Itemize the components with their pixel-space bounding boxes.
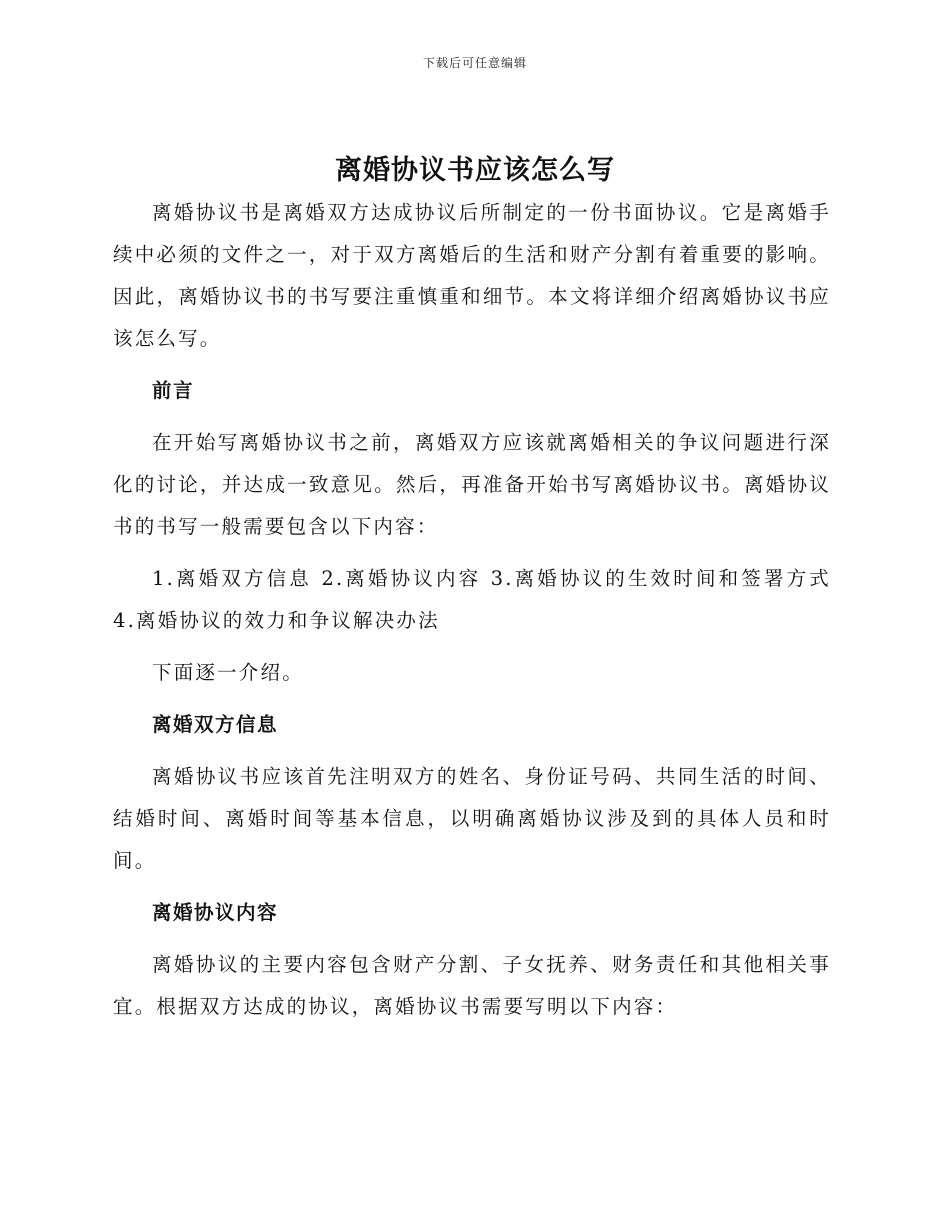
section-heading-content: 离婚协议内容 <box>152 901 279 924</box>
contents-list-paragraph: 1.离婚双方信息 2.离婚协议内容 3.离婚协议的生效时间和签署方式 4.离婚协议的效力和争议解决办法 <box>113 567 831 632</box>
parties-paragraph: 离婚协议书应该首先注明双方的姓名、身份证号码、共同生活的时间、结婚时间、离婚时间等基本信息，以明确离婚协议涉及到的具体人员和时间。 <box>113 765 831 872</box>
intro-paragraph: 离婚协议书是离婚双方达成协议后所制定的一份书面协议。它是离婚手续中必须的文件之一，对于双方离婚后的生活和财产分割有着重要的影响。因此，离婚协议书的书写要注重慎重和细节。本文将详细介绍离婚协议书应该怎么写。 <box>113 201 831 350</box>
document-body <box>113 192 831 1038</box>
section-heading-preface: 前言 <box>152 379 195 402</box>
header-note: 下载后可任意编辑 <box>422 56 527 70</box>
transition-paragraph: 下面逐一介绍。 <box>152 661 304 684</box>
document-title: 离婚协议书应该怎么写 <box>335 155 615 186</box>
content-paragraph: 离婚协议的主要内容包含财产分割、子女抚养、财务责任和其他相关事宜。根据双方达成的协议，离婚协议书需要写明以下内容： <box>113 953 831 1018</box>
preface-paragraph: 在开始写离婚协议书之前，离婚双方应该就离婚相关的争议问题进行深化的讨论，并达成一致意见。然后，再准备开始书写离婚协议书。离婚协议书的书写一般需要包含以下内容： <box>113 431 831 538</box>
section-heading-parties: 离婚双方信息 <box>152 713 279 736</box>
